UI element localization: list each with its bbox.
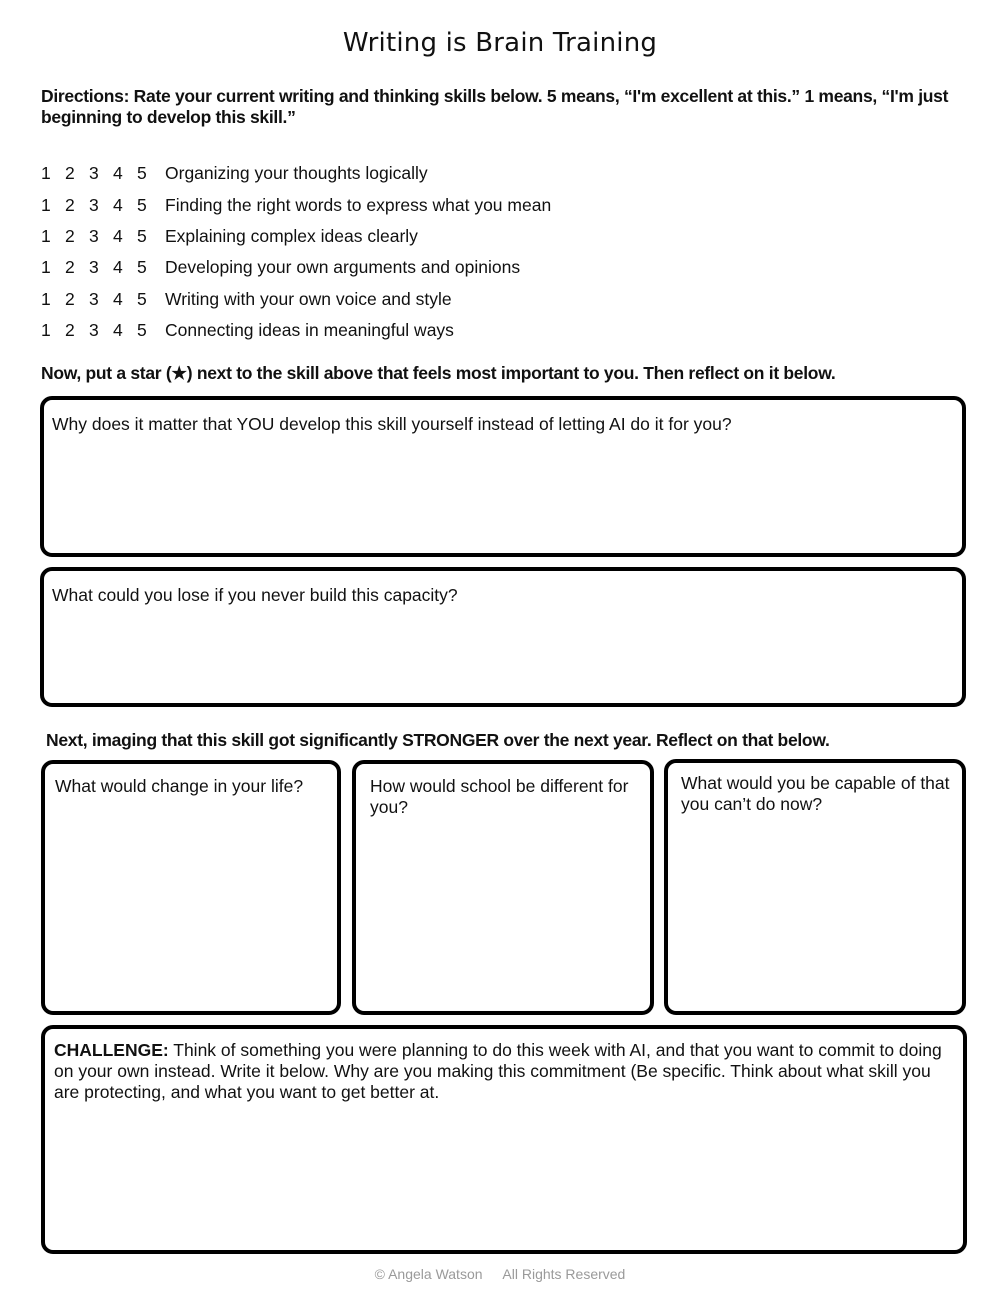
rating-scale [41,195,165,216]
rating-scale [41,163,165,184]
rating-4[interactable]: 4 [113,163,123,184]
box-prompt: What would you be capable of that you can’t do now? [681,773,950,814]
skill-row [41,315,551,346]
reflection-box-capable-of[interactable] [664,759,966,1015]
rating-2[interactable]: 2 [65,163,75,184]
rating-4[interactable]: 4 [113,225,123,246]
skill-label: Connecting ideas in meaningful ways [165,320,454,341]
rating-scale [41,289,165,310]
rating-5[interactable]: 5 [137,257,147,278]
rating-3[interactable]: 3 [89,320,99,341]
rating-scale [41,320,165,341]
rating-3[interactable]: 3 [89,163,99,184]
skill-label: Organizing your thoughts logically [165,163,428,184]
rating-2[interactable]: 2 [65,257,75,278]
page-title: Writing is Brain Training [342,28,658,58]
rating-scale [41,257,165,278]
footer [0,1266,1000,1282]
rating-2[interactable]: 2 [65,225,75,246]
challenge-text: Think of something you were planning to do this week with AI, and that you want to commit to doing on your own instead. Write it below. Why are you making this commitment (Be specific. Think about what skill you are protecting, and what you want to get better at. [54,1040,942,1102]
rating-4[interactable]: 4 [113,257,123,278]
skill-row [41,252,551,283]
rating-2[interactable]: 2 [65,194,75,215]
rating-1[interactable]: 1 [41,163,51,184]
skill-row [41,189,551,220]
rating-1[interactable]: 1 [41,320,51,341]
rating-5[interactable]: 5 [137,288,147,309]
rating-5[interactable]: 5 [137,194,147,215]
rating-5[interactable]: 5 [137,225,147,246]
rating-3[interactable]: 3 [89,194,99,215]
challenge-box[interactable] [41,1025,967,1254]
rating-1[interactable]: 1 [41,257,51,278]
skills-rating-list [41,158,551,346]
rating-1[interactable]: 1 [41,225,51,246]
reflection-box-school-different[interactable] [352,760,654,1015]
box-prompt: What would change in your life? [55,776,304,796]
rating-3[interactable]: 3 [89,225,99,246]
skill-row [41,158,551,189]
skill-label: Explaining complex ideas clearly [165,225,418,246]
rating-4[interactable]: 4 [113,320,123,341]
rating-1[interactable]: 1 [41,194,51,215]
box-prompt: What could you lose if you never build this capacity? [52,585,458,605]
challenge-prompt [54,1040,949,1103]
directions-text: Directions: Rate your current writing and thinking skills below. 5 means, “I'm excellent at this.” 1 means, “I'm just beginning to develop this skill.” [41,86,949,127]
star-instruction: Now, put a star (★) next to the skill above that feels most important to you. Then reflect on it below. [41,363,836,383]
rating-5[interactable]: 5 [137,163,147,184]
rating-4[interactable]: 4 [113,288,123,309]
rating-1[interactable]: 1 [41,288,51,309]
rating-2[interactable]: 2 [65,320,75,341]
stronger-instruction: Next, imaging that this skill got significantly STRONGER over the next year. Reflect on that below. [46,730,830,750]
skill-label: Finding the right words to express what you mean [165,194,552,215]
reflection-box-why-matters[interactable] [40,396,966,557]
rating-5[interactable]: 5 [137,320,147,341]
rating-4[interactable]: 4 [113,194,123,215]
box-prompt: How would school be different for you? [370,776,629,817]
reflection-box-life-change[interactable] [41,760,341,1015]
rights-text: All Rights Reserved [502,1266,626,1282]
skill-label: Writing with your own voice and style [165,288,452,309]
skill-label: Developing your own arguments and opinions [165,257,521,278]
rating-3[interactable]: 3 [89,288,99,309]
box-prompt: Why does it matter that YOU develop this skill yourself instead of letting AI do it for you? [52,414,732,434]
reflection-box-what-lose[interactable] [40,567,966,707]
skill-row [41,284,551,315]
skill-row [41,221,551,252]
rating-scale [41,226,165,247]
rating-2[interactable]: 2 [65,288,75,309]
rating-3[interactable]: 3 [89,257,99,278]
copyright-text: © Angela Watson [374,1266,483,1282]
challenge-label: CHALLENGE: [54,1040,169,1060]
